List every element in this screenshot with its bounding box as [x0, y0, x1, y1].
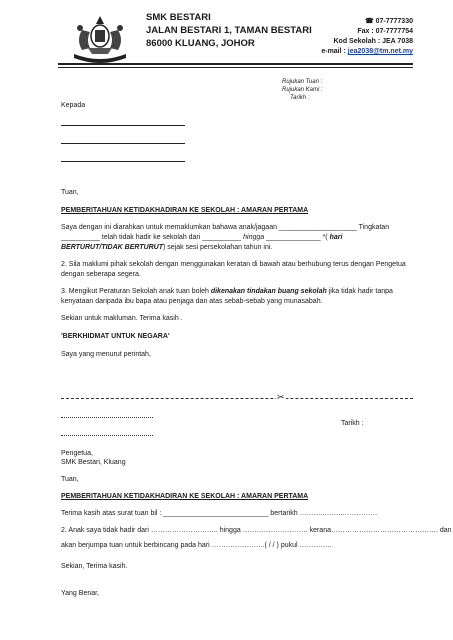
p1-line3-b: ) sejak sesi persekolahan tahun ini.	[163, 244, 273, 251]
school-name: SMK BESTARI	[146, 12, 211, 23]
p3-a: 3. Mengikut Peraturan Sekolah anak tuan boleh	[61, 288, 211, 295]
slip-tarikh: Tarikh :	[341, 420, 364, 427]
slip-address-line-1	[61, 417, 153, 418]
email-label: e-mail :	[321, 48, 348, 55]
p1-line2-a: __________ telah tidak hadir ke sekolah dari __________	[61, 234, 244, 241]
school-address-line2: 86000 KLUANG, JOHOR	[146, 38, 255, 49]
slip-line-2: 2. Anak saya tidak hadir dari ……………………….. hingga ………………………. kerana………………………………………. dan	[61, 527, 452, 534]
slip-address-line-2	[61, 435, 153, 436]
header-rule-thin	[58, 67, 413, 68]
p3-b: jika tidak hadir tanpa kenyataan daripada ibu bapa atau penjaga dan atas sebab-sebab yang munasabah.	[61, 288, 393, 305]
address-line-1	[61, 125, 185, 126]
scissors-icon: ✂	[277, 392, 285, 402]
ref-rujukan-kami: Rujukan Kami :	[282, 87, 323, 93]
cut-line	[61, 398, 413, 399]
letter-signoff: Saya yang menurut perintah,	[61, 351, 151, 358]
slip-closing: Sekian, Terima kasih.	[61, 563, 128, 570]
paragraph-1-line-1: Saya dengan ini diarahkan untuk memaklumkan bahawa anak/jagaan ____________________ Tingkatan	[61, 224, 390, 231]
paragraph-1-line-2	[61, 233, 342, 242]
p1-line2-b: ______________ *(	[264, 234, 330, 241]
ref-tarikh: Tarikh :	[290, 95, 310, 101]
slip-pengetua: Pengetua,	[61, 450, 93, 457]
header-rule-thick	[58, 63, 413, 65]
school-address-line1: JALAN BESTARI 1, TAMAN BESTARI	[146, 25, 312, 36]
slip-subject: PEMBERITAHUAN KETIDAKHADIRAN KE SEKOLAH : AMARAN PERTAMA	[61, 493, 309, 500]
p1-hingga: hingga	[243, 234, 265, 241]
school-code: Kod Sekolah : JEA 7038	[333, 38, 413, 45]
ref-rujukan-tuan: Rujukan Tuan :	[282, 79, 323, 85]
paragraph-1-line-3	[61, 243, 272, 252]
slip-signoff: Yang Benar,	[61, 590, 100, 597]
motto: 'BERKHIDMAT UNTUK NEGARA'	[61, 333, 170, 340]
p1-hari: hari	[329, 234, 343, 241]
kepada-label: Kepada	[61, 102, 86, 109]
fax-number: Fax : 07-7777754	[357, 28, 413, 35]
letter-subject: PEMBERITAHUAN KETIDAKHADIRAN KE SEKOLAH : AMARAN PERTAMA	[61, 207, 309, 214]
paragraph-3	[61, 287, 411, 307]
slip-salutation: Tuan,	[61, 476, 79, 483]
email-link[interactable]: jea2038@tm.net.my	[347, 48, 413, 55]
p1-berturut: BERTURUT/TIDAK BERTURUT	[61, 244, 164, 251]
p3-emphasis: dikenakan tindakan buang sekolah	[210, 288, 327, 295]
email-line	[321, 47, 413, 56]
slip-school-city: SMK Bestari, Kluang	[61, 459, 126, 466]
letter-salutation: Tuan,	[61, 189, 79, 196]
address-line-3	[61, 161, 185, 162]
paragraph-2: 2. Sila maklumi pihak sekolah dengan menggunakan keratan di bawah atau berhubung terus dengan Pengetua dengan seberapa segera.	[61, 261, 406, 278]
phone-number: ☎ 07-7777330	[364, 18, 413, 25]
slip-line-3: akan berjumpa tuan untuk berbincang pada hari …………………..( / / ) pukul …………..	[61, 542, 332, 549]
address-line-2	[61, 143, 185, 144]
slip-line-1: Terima kasih atas surat tuan bil : ___________________________ bertarikh ………..……..……………	[61, 510, 378, 517]
letter-closing: Sekian untuk makluman. Terima kasih .	[61, 315, 183, 322]
school-crest-logo	[68, 14, 132, 66]
